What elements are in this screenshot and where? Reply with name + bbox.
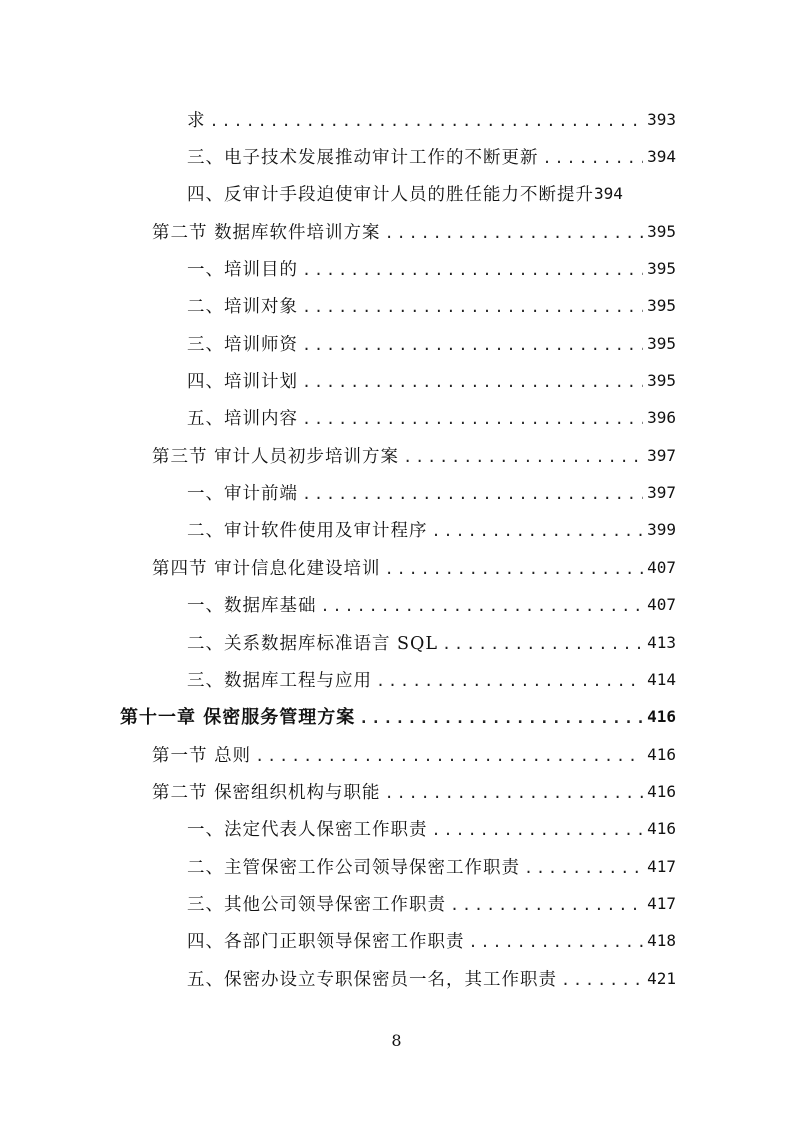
toc-entry-page: 416 [647,706,676,726]
toc-entry[interactable] [187,851,676,881]
toc-entry-title: 第二节 数据库软件培训方案 [152,222,381,243]
toc-entry[interactable] [187,963,676,993]
toc-entry[interactable] [187,328,676,358]
toc-entry-page: 416 [647,781,676,801]
toc-leader-dots [302,294,643,316]
toc-entry-page: 395 [647,333,676,353]
toc-entry-page: 395 [647,295,676,315]
toc-leader-dots [302,257,643,279]
toc-entry[interactable] [152,216,676,246]
toc-leader-dots [561,967,643,989]
toc-entry[interactable] [187,888,676,918]
toc-entry-page: 397 [647,445,676,465]
toc-entry-page: 417 [647,856,676,876]
toc-entry[interactable] [187,813,676,843]
toc-leader-dots [302,369,643,391]
toc-leader-dots [385,780,644,802]
toc-entry-title: 三、电子技术发展推动审计工作的不断更新 [187,147,539,168]
toc-entry-title: 求 [187,110,206,131]
toc-leader-dots [385,556,644,578]
toc-entry-page: 416 [647,818,676,838]
toc-entry-title: 第四节 审计信息化建设培训 [152,558,381,579]
toc-entry[interactable] [187,589,676,619]
toc-entry-title: 一、审计前端 [187,483,298,504]
toc-entry-page: 421 [647,968,676,988]
toc-entry-page: 417 [647,893,676,913]
toc-entry-page: 394 [647,146,676,166]
toc-entry-title: 二、关系数据库标准语言 SQL [187,633,439,654]
toc-entry[interactable] [187,402,676,432]
toc-leader-dots [385,220,644,242]
toc-entry[interactable] [152,440,676,470]
toc-entry-page: 407 [647,594,676,614]
toc-entry-page: 395 [647,258,676,278]
toc-entry[interactable] [187,365,676,395]
toc-leader-dots [469,929,644,951]
toc-entry-page: 399 [647,519,676,539]
toc-entry-title: 一、培训目的 [187,259,298,280]
toc-leader-dots [210,108,644,130]
toc-entry[interactable] [187,627,676,657]
toc-entry-title: 第一节 总则 [152,745,252,766]
toc-chapter-entry[interactable] [120,701,676,731]
toc-leader-dots [543,145,644,167]
toc-entry-title: 三、其他公司领导保密工作职责 [187,894,446,915]
toc-entry-page: 414 [647,669,676,689]
toc-entry-title: 五、保密办设立专职保密员一名，其工作职责 [187,969,557,990]
toc-entry[interactable] [187,290,676,320]
toc-entry-page: 418 [647,930,676,950]
toc-entry-page: 413 [647,632,676,652]
toc-entry-title: 第二节 保密组织机构与职能 [152,782,381,803]
toc-entry-title: 二、培训对象 [187,296,298,317]
toc-entry[interactable] [152,776,676,806]
toc-entry[interactable] [187,178,676,208]
toc-entry-title: 五、培训内容 [187,408,298,429]
toc-leader-dots [442,631,643,653]
toc-entry-title: 二、审计软件使用及审计程序 [187,520,428,541]
toc-leader-dots [255,743,643,765]
toc-leader-dots [432,817,644,839]
toc-entry-title: 第十一章 保密服务管理方案 [120,707,356,728]
toc-leader-dots [321,593,644,615]
toc-entry[interactable] [152,552,676,582]
toc-leader-dots [359,705,643,727]
toc-entry[interactable] [187,104,676,134]
toc-entry-title: 一、数据库基础 [187,595,317,616]
toc-leader-dots [432,518,644,540]
toc-entry-title: 一、法定代表人保密工作职责 [187,819,428,840]
toc-entry-page: 397 [647,482,676,502]
toc-leader-dots [376,668,643,690]
toc-entry-page: 394 [594,183,623,203]
toc-leader-dots [450,892,643,914]
toc-entry[interactable] [187,253,676,283]
toc-entry-page: 396 [647,407,676,427]
toc-leader-dots [302,332,643,354]
toc-entry-title: 三、培训师资 [187,334,298,355]
toc-entry[interactable] [187,925,676,955]
toc-entry-title: 第三节 审计人员初步培训方案 [152,446,400,467]
toc-entry-title: 四、反审计手段迫使审计人员的胜任能力不断提升 [187,184,594,205]
toc-entry[interactable] [152,739,676,769]
toc-entry-page: 395 [647,221,676,241]
toc-entry-title: 三、数据库工程与应用 [187,670,372,691]
toc-entry[interactable] [187,141,676,171]
toc-entry[interactable] [187,477,676,507]
toc-leader-dots [524,855,643,877]
toc-entry-page: 393 [647,109,676,129]
toc-entry-title: 四、培训计划 [187,371,298,392]
toc-leader-dots [403,444,643,466]
toc-entry-page: 395 [647,370,676,390]
page-number: 8 [391,1031,402,1050]
toc-entry-title: 四、各部门正职领导保密工作职责 [187,931,465,952]
toc-leader-dots [302,481,643,503]
toc-entry-title: 二、主管保密工作公司领导保密工作职责 [187,857,520,878]
toc-entry[interactable] [187,664,676,694]
toc-entry-page: 407 [647,557,676,577]
toc-entry[interactable] [187,514,676,544]
toc-entry-page: 416 [647,744,676,764]
toc-leader-dots [302,406,643,428]
